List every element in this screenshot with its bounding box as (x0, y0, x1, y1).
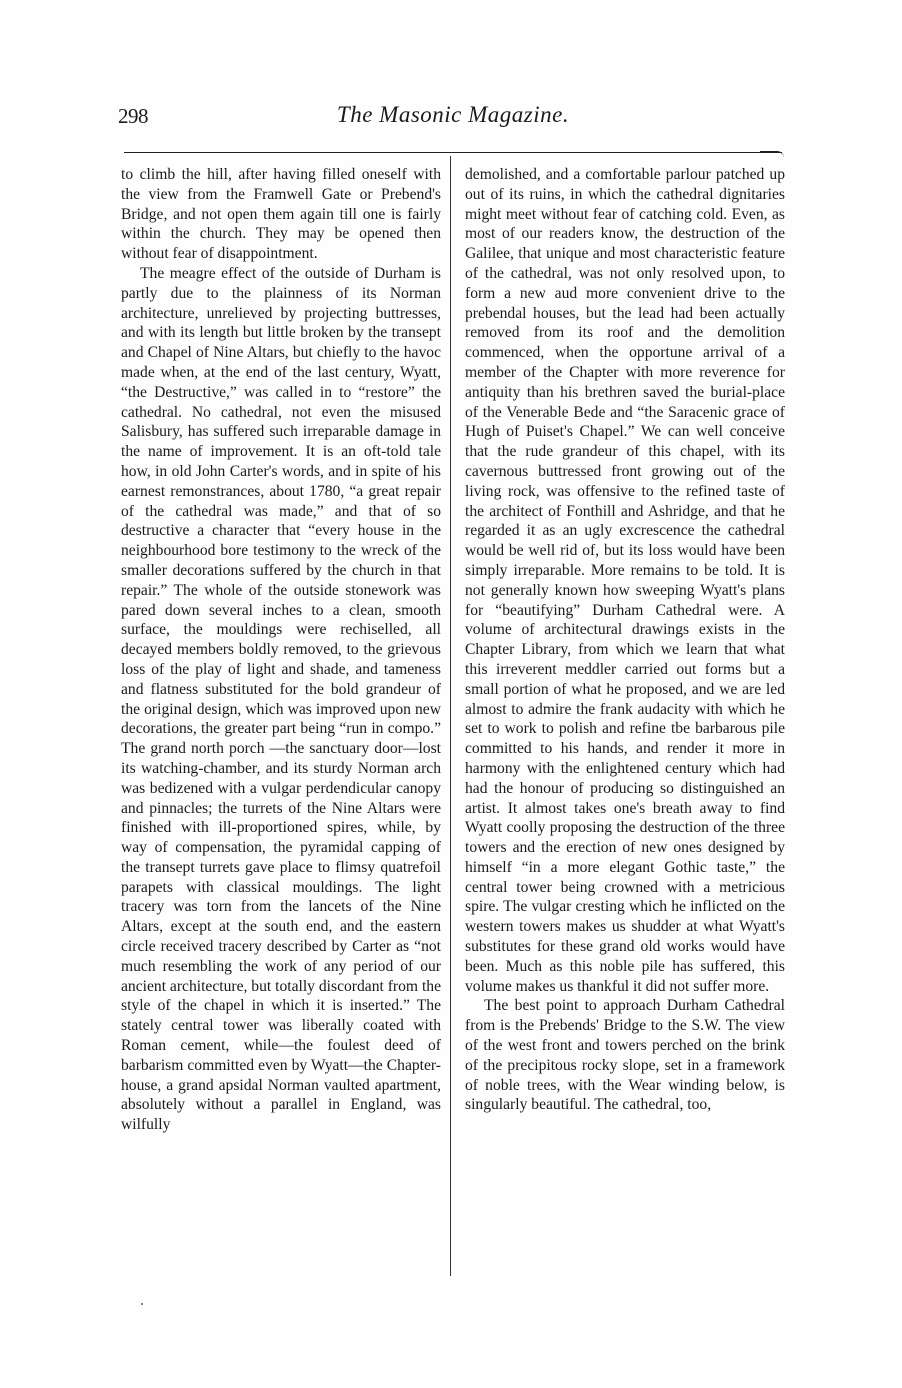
header-rule (124, 152, 782, 153)
paragraph: The meagre effect of the outside of Durham is partly due to the plainness of its Norman architecture, unrelieved by projecting buttresses, and with its length but little broken by the transept and Chapel of Nine Altars, but chiefly to the havoc made when, at the end of the last century, Wyatt, “the Destructive,” was called in to “restore” the cathedral. No cathedral, not even the misused Salisbury, has suffered such irreparable damage in the name of improvement. It is an oft-told tale how, in old John Carter's words, and in spite of his earnest remonstrances, about 1780, “a great repair of the cathedral was made,” and that of so destructive a character that “every house in the neighbourhood bore testimony to the wreck of the smaller decorations suffered by the church in that repair.” The whole of the outside stonework was pared down several inches to a clean, smooth surface, the mouldings were rechiselled, all decayed members boldly removed, to the grievous loss of the play of light and shade, and tameness and flatness substituted for the bold grandeur of the original design, which was improved upon new decorations, the greater part being “run in compo.” The grand north porch —the sanctuary door—lost its watching-chamber, and its sturdy Norman arch was bedizened with a vulgar perdendicular canopy and pinnacles; the turrets of the Nine Altars were finished with ill-proportioned spires, while, by way of compensation, the pyramidal capping of the transept turrets gave place to flimsy quatrefoil parapets with classical mouldings. The light tracery was torn from the lancets of the Nine Altars, except at the south end, and the eastern circle received tracery described by Carter as “not much resembling the work of any period of our ancient architecture, but totally discordant from the style of the chapel in which it is inserted.” The stately central tower was liberally coated with Roman cement, while—the foulest deed of barbarism committed even by Wyatt—the Chapter-house, a grand apsidal Norman vaulted apartment, absolutely without a parallel in England, was wilfully (121, 264, 441, 1134)
right-column (465, 165, 785, 1115)
running-title: The Masonic Magazine. (336, 102, 570, 127)
paragraph: demolished, and a comfortable parlour patched up out of its ruins, in which the cathedral dignitaries might meet without fear of catching cold. Even, as most of our readers know, the destruction of the Galilee, that unique and most characteristic feature of the cathedral, was not only resolved upon, to form a new aud more convenient drive to the prebendal houses, but the lead had been actually removed from its roof and the demolition commenced, when the opportune arrival of a member of the Chapter with more reverence for antiquity than his brethren saved the burial-place of the Venerable Bede and “the Saracenic grace of Hugh of Puiset's Chapel.” We can well conceive that the rude grandeur of this chapel, with its cavernous buttressed front growing out of the living rock, was offensive to the refined taste of the architect of Fonthill and Ashridge, and that he regarded it as an ugly excrescence the cathedral would be well rid of, but its loss would have been simply irreparable. More remains to be told. It is not generally known how sweeping Wyatt's plans for “beautifying” Durham Cathedral were. A volume of architectural drawings exists in the Chapter Library, from which we learn that what this irreverent meddler carried out forms but a small portion of what he proposed, and we are led almost to admire the frank audacity with which he set to work to polish and refine tbe barbarous pile committed to his hands, and render it more in harmony with the enlightened century which had had the honour of producing so distinguished an artist. It almost takes one's breath away to find Wyatt coolly proposing the destruction of the three towers and the erection of new ones designed by himself “in a more elegant Gothic taste,” the central tower being crowned with a metricious spire. The vulgar cresting which he inflicted on the western towers makes us shudder at what Wyatt's substitutes for these grand old works would have been. Much as this noble pile has suffered, this volume makes us thankful it did not suffer more. (465, 166, 785, 995)
page-number: 298 (118, 104, 148, 128)
header-rule-flourish (760, 151, 784, 158)
page-header (118, 96, 788, 136)
print-speck (141, 1303, 143, 1305)
column-divider (450, 156, 451, 1276)
left-column (121, 165, 441, 1135)
paragraph: to climb the hill, after having filled oneself with the view from the Framwell Gate or Prebend's Bridge, and not open them again till one is fairly within the church. They may be opened then without fear of disappointment. (121, 166, 441, 263)
paragraph: The best point to approach Durham Cathedral from is the Prebends' Bridge to the S.W. The view of the west front and towers perched on the brink of the precipitous rocky slope, set in a framework of noble trees, with the Wear winding below, is singularly beautiful. The cathedral, too, (465, 997, 785, 1114)
